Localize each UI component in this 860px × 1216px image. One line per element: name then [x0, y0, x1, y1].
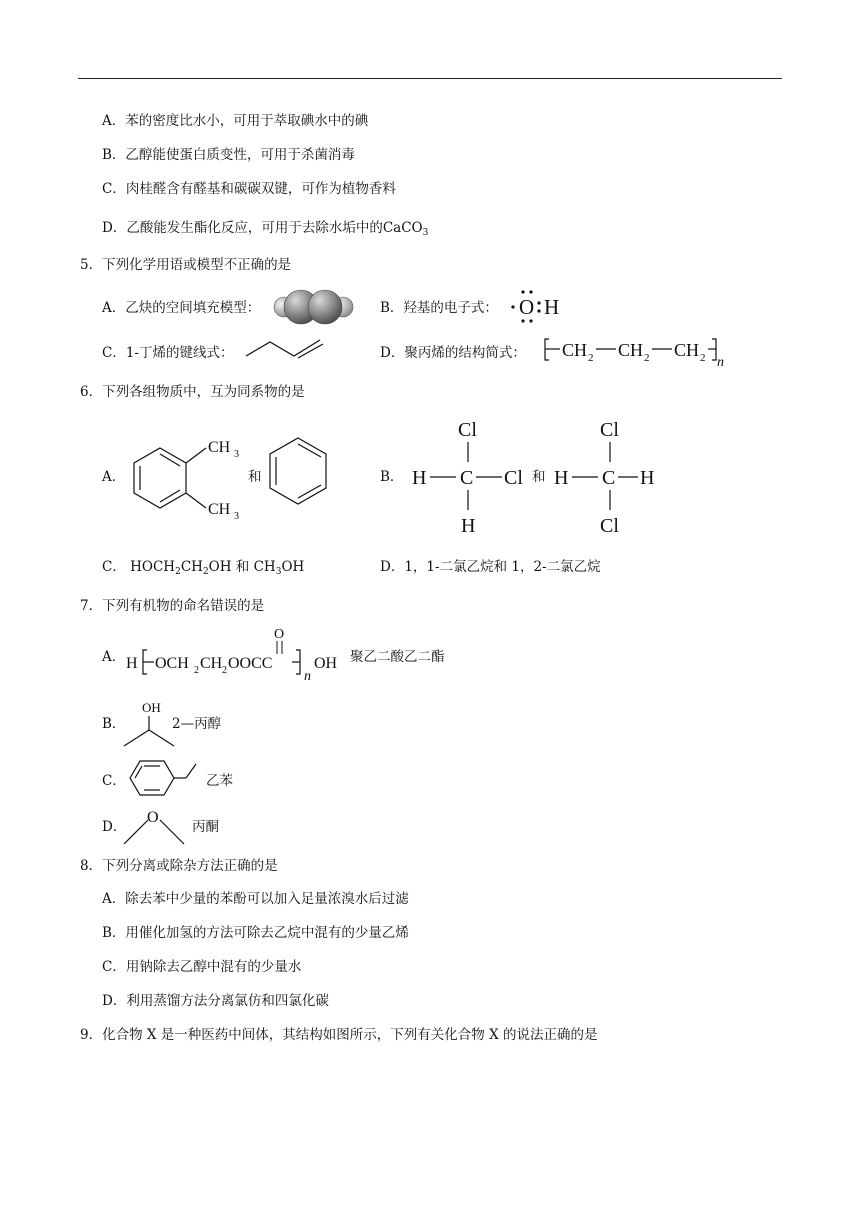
q8-option-d: D．利用蒸馏方法分离氯仿和四氯化碳 — [102, 993, 329, 1009]
svg-text:CH: CH — [200, 655, 223, 672]
q8-option-c: C．用钠除去乙醇中混有的少量水 — [102, 959, 302, 975]
q6-option-c: C． $HOCH_2CH_2OH$ 和 $CH_3OH$ — [102, 559, 305, 577]
svg-text:3: 3 — [234, 511, 239, 522]
q4-option-c: C．肉桂醛含有醛基和碳碳双键，可作为植物香料 — [102, 181, 396, 197]
svg-text:2: 2 — [700, 352, 706, 364]
svg-text:Cl: Cl — [504, 467, 523, 489]
svg-text:Cl: Cl — [458, 419, 477, 441]
svg-text:CH: CH — [618, 340, 644, 360]
q4-option-d: D．乙酸能发生酯化反应，可用于去除水垢中的CaCO$_3$ — [102, 220, 429, 238]
svg-text:n: n — [717, 355, 724, 370]
q7-option-b-name: 2—丙醇 — [172, 716, 222, 732]
dichloromethane-structure-1 — [410, 414, 536, 540]
q5-option-a: A．乙炔的空间填充模型： — [102, 300, 261, 316]
svg-text:n: n — [304, 669, 311, 684]
1-butene-skeletal-formula — [244, 336, 328, 360]
svg-text:O: O — [274, 627, 285, 642]
q8-option-a: A．除去苯中少量的苯酚可以加入足量浓溴水后过滤 — [102, 891, 409, 907]
svg-text:Cl: Cl — [600, 515, 619, 537]
q7-option-c-label: C． — [102, 773, 126, 789]
svg-text:C: C — [460, 467, 474, 489]
q5-option-d: D．聚丙烯的结构简式： — [380, 345, 526, 361]
q9-stem: 9．化合物 X 是一种医药中间体，其结构如图所示，下列有关化合物 X 的说法正确的是 — [80, 1027, 598, 1043]
svg-text:OH: OH — [142, 700, 161, 715]
q5-option-b: B．羟基的电子式： — [380, 300, 498, 316]
svg-text:H: H — [412, 467, 427, 489]
svg-text:2: 2 — [222, 665, 227, 676]
polypropylene-structure-formula — [540, 334, 740, 370]
q5-option-c: C．1-丁烯的键线式： — [102, 345, 234, 361]
q6-stem: 6．下列各组物质中，互为同系物的是 — [80, 384, 305, 400]
svg-text:CH: CH — [674, 340, 700, 360]
svg-text:O: O — [147, 809, 159, 826]
svg-text:H: H — [126, 655, 138, 672]
svg-text:H: H — [461, 515, 476, 537]
o-xylene-structure — [122, 428, 252, 522]
ethylbenzene-skeletal-formula — [118, 754, 200, 804]
ether-skeletal-formula — [120, 804, 188, 848]
q7-option-c-name: 乙苯 — [206, 773, 233, 789]
2-propanol-skeletal-formula — [118, 696, 178, 750]
q4-option-a: A．苯的密度比水小，可用于萃取碘水中的碘 — [102, 113, 369, 129]
svg-text:3: 3 — [234, 449, 239, 460]
oxygen-symbol: O — [519, 295, 535, 319]
svg-text:OCH: OCH — [155, 655, 189, 672]
svg-text:OH: OH — [314, 655, 338, 672]
dichloromethane-structure-2 — [550, 414, 670, 540]
q8-option-b: B．用催化加氢的方法可除去乙烷中混有的少量乙烯 — [102, 925, 409, 941]
q8-stem: 8．下列分离或除杂方法正确的是 — [80, 858, 278, 874]
poly-ethylene-oxalate-structure — [124, 622, 356, 686]
svg-text:OOCC: OOCC — [228, 655, 273, 672]
svg-text:CH: CH — [562, 340, 588, 360]
hydrogen-symbol: H — [544, 295, 560, 319]
header-rule — [78, 78, 782, 79]
svg-text:H: H — [640, 467, 655, 489]
svg-text:2: 2 — [194, 665, 199, 676]
svg-text:2: 2 — [588, 352, 594, 364]
q7-option-d-label: D． — [102, 819, 127, 835]
svg-text:CH: CH — [208, 439, 231, 456]
q7-option-d-name: 丙酮 — [192, 819, 219, 835]
q5-stem: 5．下列化学用语或模型不正确的是 — [80, 257, 292, 273]
q4-option-b: B．乙醇能使蛋白质变性，可用于杀菌消毒 — [102, 147, 355, 163]
acetylene-space-filling-model — [272, 288, 356, 326]
q7-stem: 7．下列有机物的命名错误的是 — [80, 598, 265, 614]
q6-option-b-label: B． — [380, 469, 404, 485]
svg-text:Cl: Cl — [600, 419, 619, 441]
svg-text:2: 2 — [644, 352, 650, 364]
q6-option-a-label: A． — [102, 469, 126, 485]
q7-option-a-label: A． — [102, 649, 126, 665]
q7-option-b-label: B． — [102, 716, 126, 732]
q7-option-a-name: 聚乙二酸乙二酯 — [350, 649, 445, 665]
q6-option-b-and: 和 — [532, 469, 546, 485]
q6-option-a-and: 和 — [248, 469, 262, 485]
hydroxyl-electron-formula — [508, 286, 572, 326]
q6-option-d: D．1，1-二氯乙烷和 1，2-二氯乙烷 — [380, 559, 601, 575]
svg-text:H: H — [554, 467, 569, 489]
benzene-structure — [266, 432, 342, 520]
svg-text:CH: CH — [208, 501, 231, 518]
svg-text:C: C — [602, 467, 616, 489]
